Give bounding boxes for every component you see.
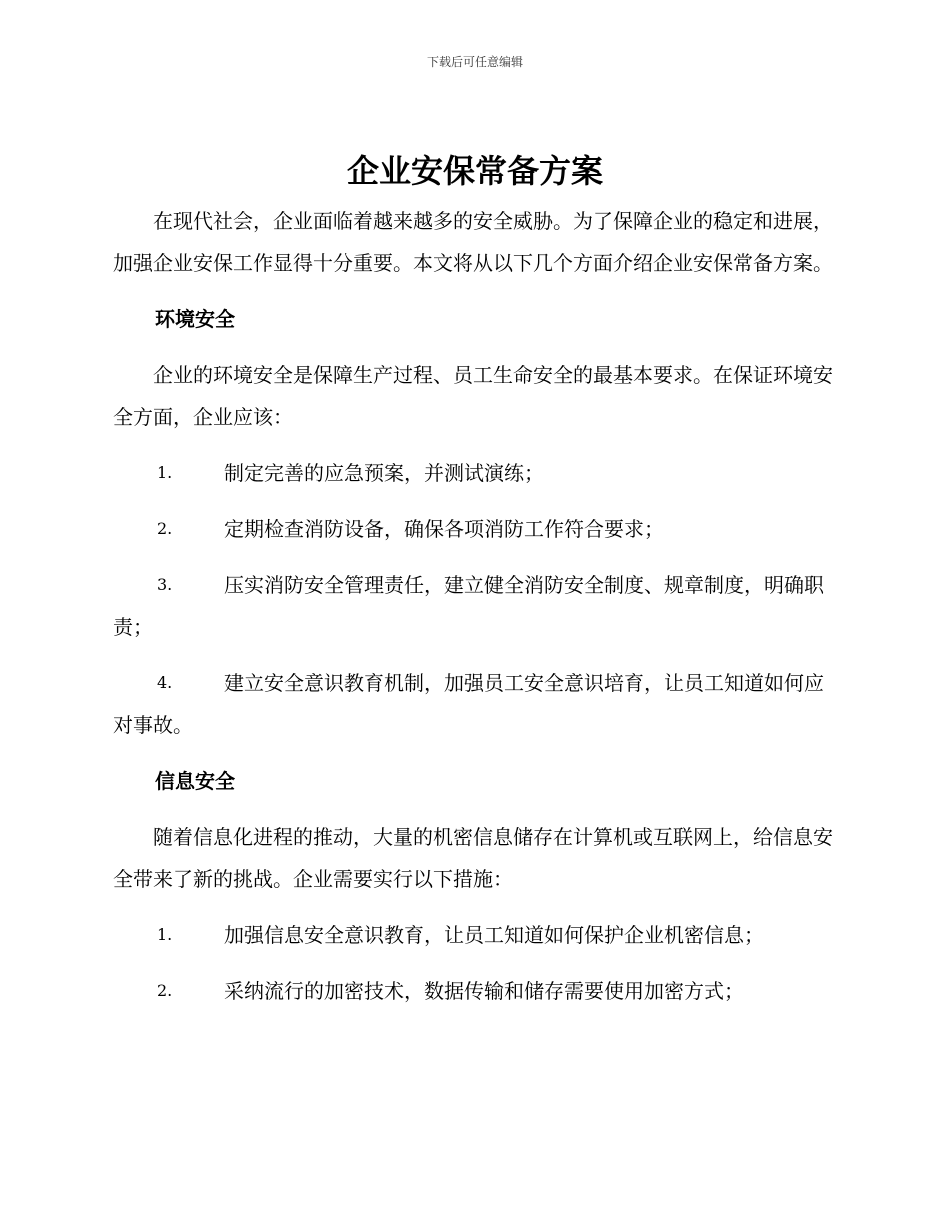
list-item-text: 压实消防安全管理责任，建立健全消防安全制度、规章制度，明确职责； (113, 573, 824, 639)
section-lead-information: 随着信息化进程的推动，大量的机密信息储存在计算机或互联网上，给信息安全带来了新的挑战。企业需要实行以下措施： (113, 825, 833, 891)
list-item-text: 加强信息安全意识教育，让员工知道如何保护企业机密信息； (224, 923, 764, 947)
list-item-number: 1. (157, 925, 173, 944)
list-item (113, 508, 833, 550)
list-item-number: 1. (157, 463, 173, 482)
list-item (113, 662, 833, 746)
list-item (113, 564, 833, 648)
document-body (113, 200, 833, 1026)
document-title: 企业安保常备方案 (346, 152, 603, 190)
section-heading-environment: 环境安全 (155, 307, 235, 331)
list-item-text: 制定完善的应急预案，并测试演练； (224, 461, 544, 485)
list-item (113, 452, 833, 494)
list-item-number: 2. (157, 981, 173, 1000)
section-heading-information: 信息安全 (155, 769, 235, 793)
intro-paragraph: 在现代社会，企业面临着越来越多的安全威胁。为了保障企业的稳定和进展，加强企业安保工作显得十分重要。本文将从以下几个方面介绍企业安保常备方案。 (113, 209, 833, 275)
list-item (113, 970, 833, 1012)
list-item-text: 采纳流行的加密技术，数据传输和储存需要使用加密方式； (224, 979, 744, 1003)
list-item (113, 914, 833, 956)
list-item-text: 建立安全意识教育机制，加强员工安全意识培育，让员工知道如何应对事故。 (113, 671, 824, 737)
list-item-number: 4. (157, 673, 173, 692)
header-note: 下载后可任意编辑 (426, 55, 523, 69)
list-item-text: 定期检查消防设备，确保各项消防工作符合要求； (224, 517, 664, 541)
list-item-number: 2. (157, 519, 173, 538)
section-lead-environment: 企业的环境安全是保障生产过程、员工生命安全的最基本要求。在保证环境安全方面，企业应该： (113, 363, 833, 429)
list-item-number: 3. (157, 575, 173, 594)
